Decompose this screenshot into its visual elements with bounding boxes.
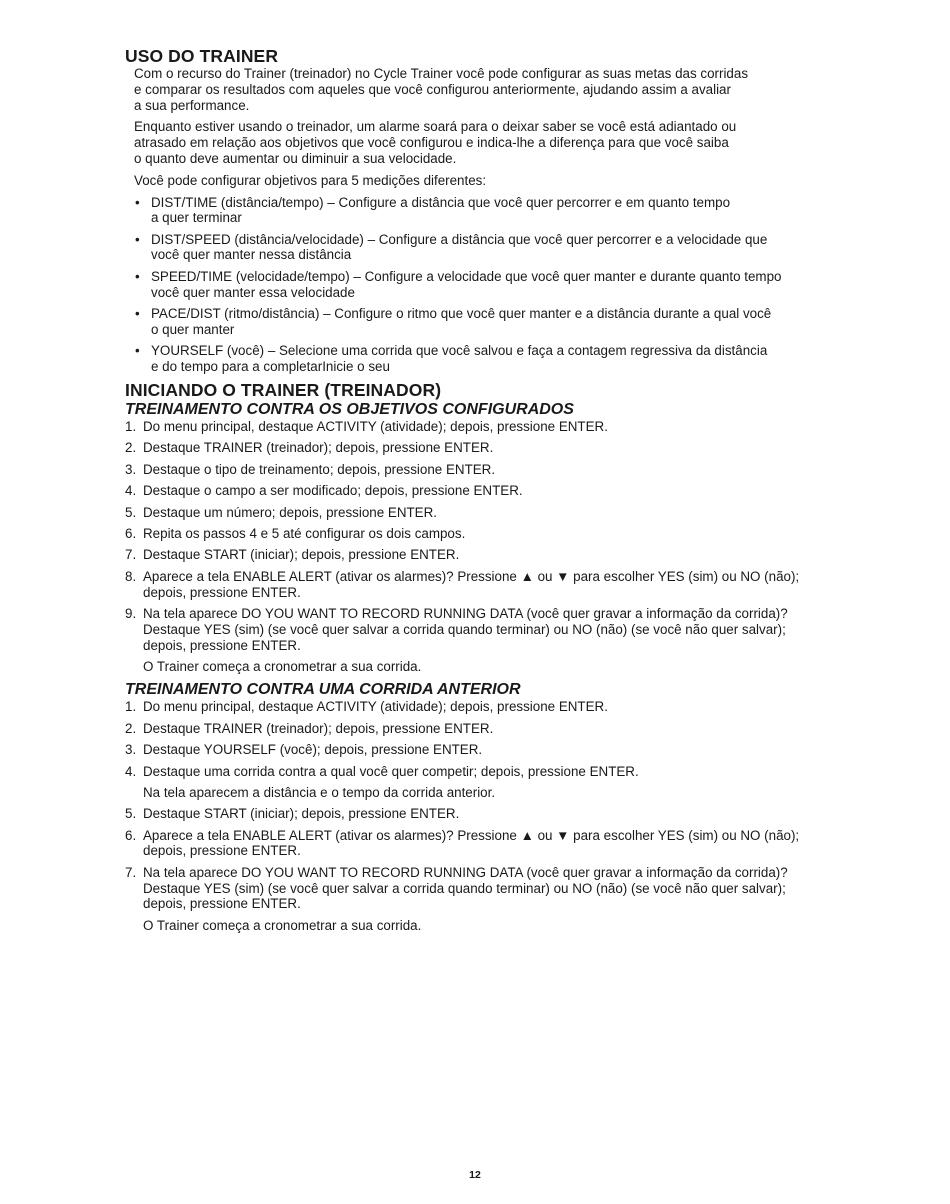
- step-item: [125, 462, 825, 478]
- text-line: Destaque o tipo de treinamento; depois, pressione ENTER.: [143, 461, 496, 477]
- paragraph: [134, 173, 825, 189]
- text-line: Destaque um número; depois, pressione ENTER.: [143, 504, 437, 520]
- step-item: [125, 806, 825, 822]
- step-item: [125, 828, 825, 860]
- step-number: 2.: [125, 720, 137, 736]
- step-item: [125, 742, 825, 758]
- text-line: depois, pressione ENTER.: [143, 843, 301, 859]
- step-number: 4.: [125, 483, 137, 499]
- page-number: 12: [469, 1169, 481, 1181]
- step-number: 1.: [125, 699, 137, 715]
- text-line: Destaque YES (sim) (se você quer salvar a corrida quando terminar) ou NO (não) (se você não quer salvar);: [143, 880, 786, 896]
- step-number: 9.: [125, 605, 137, 621]
- text-line: Com o recurso do Trainer (treinador) no Cycle Trainer você pode configurar as suas metas das corridas: [134, 66, 749, 81]
- step-number: 6.: [125, 526, 137, 541]
- step-number: 7.: [125, 864, 137, 880]
- bullet-icon: •: [135, 268, 140, 284]
- steps-list-corrida-anterior-part1: [125, 699, 825, 779]
- text-line: DIST/SPEED (distância/velocidade) – Configure a distância que você quer percorrer e a velocidade que: [151, 231, 768, 247]
- list-item: [134, 195, 825, 227]
- step-item: [125, 483, 825, 499]
- page-content: [125, 46, 825, 939]
- text-line: Destaque START (iniciar); depois, pressione ENTER.: [143, 806, 460, 822]
- step-number: 8.: [125, 568, 137, 584]
- step-number: 7.: [125, 547, 137, 563]
- text-line: YOURSELF (você) – Selecione uma corrida que você salvou e faça a contagem regressiva da distância: [151, 342, 768, 358]
- steps-list-corrida-anterior-part2: [125, 806, 825, 912]
- text-line: depois, pressione ENTER.: [143, 637, 301, 653]
- text-line: Na tela aparece DO YOU WANT TO RECORD RUNNING DATA (você quer gravar a informação da corrida)?: [143, 864, 788, 880]
- text-line: o quer manter: [151, 321, 235, 337]
- text-line: Na tela aparece DO YOU WANT TO RECORD RUNNING DATA (você quer gravar a informação da corrida)?: [143, 605, 788, 621]
- step-number: 5.: [125, 806, 137, 822]
- step-item: [125, 505, 825, 521]
- text-line: e comparar os resultados com aqueles que você configurou anteriormente, ajudando assim a avaliar: [134, 81, 731, 97]
- step-number: 6.: [125, 827, 137, 843]
- step-item: [125, 606, 825, 653]
- text-line: depois, pressione ENTER.: [143, 896, 301, 912]
- step-item: [125, 764, 825, 780]
- text-line: Aparece a tela ENABLE ALERT (ativar os alarmes)? Pressione ▲ ou ▼ para escolher YES (sim) ou NO (não);: [143, 827, 800, 843]
- step-item: [125, 419, 825, 435]
- bullet-icon: •: [135, 305, 140, 321]
- step-item: [125, 721, 825, 737]
- section-title-uso-do-trainer: USO DO TRAINER: [125, 46, 279, 66]
- note-corrida-anterior: O Trainer começa a cronometrar a sua corrida.: [143, 917, 422, 933]
- subsection-title-objetivos: TREINAMENTO CONTRA OS OBJETIVOS CONFIGURADOS: [125, 401, 574, 419]
- bullet-icon: •: [135, 342, 140, 358]
- measurement-list: [134, 195, 825, 375]
- text-line: depois, pressione ENTER.: [143, 584, 301, 600]
- text-line: Enquanto estiver usando o treinador, um alarme soará para o deixar saber se você está adiantado ou: [134, 119, 737, 135]
- bullet-icon: •: [135, 194, 140, 210]
- list-item: [134, 343, 825, 375]
- step-number: 3.: [125, 742, 137, 758]
- text-line: SPEED/TIME (velocidade/tempo) – Configure a velocidade que você quer manter e durante quanto tempo: [151, 268, 782, 284]
- text-line: Destaque uma corrida contra a qual você quer competir; depois, pressione ENTER.: [143, 763, 639, 779]
- text-line: PACE/DIST (ritmo/distância) – Configure o ritmo que você quer manter e a distância durante a qual você: [151, 305, 772, 321]
- text-line: Destaque TRAINER (treinador); depois, pressione ENTER.: [143, 440, 494, 456]
- text-line: você quer manter nessa distância: [151, 247, 352, 263]
- text-line: Do menu principal, destaque ACTIVITY (atividade); depois, pressione ENTER.: [143, 699, 608, 715]
- step-item: [125, 526, 825, 542]
- list-item: [134, 306, 825, 338]
- mid-note-corrida-anterior: Na tela aparecem a distância e o tempo da corrida anterior.: [143, 784, 496, 800]
- text-line: a quer terminar: [151, 210, 242, 226]
- text-line: Destaque TRAINER (treinador); depois, pressione ENTER.: [143, 720, 494, 736]
- paragraph: [134, 119, 825, 166]
- step-number: 3.: [125, 461, 137, 477]
- text-line: Do menu principal, destaque ACTIVITY (atividade); depois, pressione ENTER.: [143, 419, 608, 435]
- bullet-icon: •: [135, 231, 140, 247]
- text-line: Você pode configurar objetivos para 5 medições diferentes:: [134, 172, 487, 188]
- text-line: e do tempo para a completarInicie o seu: [151, 358, 390, 374]
- step-number: 1.: [125, 419, 137, 435]
- text-line: Destaque YES (sim) (se você quer salvar a corrida quando terminar) ou NO (não) (se você não quer salvar);: [143, 621, 786, 637]
- text-line: Destaque o campo a ser modificado; depois, pressione ENTER.: [143, 483, 523, 499]
- text-line: DIST/TIME (distância/tempo) – Configure a distância que você quer percorrer e em quanto tempo: [151, 194, 731, 210]
- text-line: atrasado em relação aos objetivos que você configurou e indica-lhe a diferença para que você saiba: [134, 135, 729, 151]
- text-line: o quanto deve aumentar ou diminuir a sua velocidade.: [134, 150, 457, 166]
- section-title-iniciando-trainer: INICIANDO O TRAINER (TREINADOR): [125, 380, 442, 401]
- step-item: [125, 440, 825, 456]
- text-line: Destaque YOURSELF (você); depois, pressione ENTER.: [143, 742, 483, 758]
- step-number: 5.: [125, 504, 137, 520]
- step-item: [125, 865, 825, 912]
- step-item: [125, 569, 825, 601]
- text-line: você quer manter essa velocidade: [151, 284, 355, 300]
- list-item: [134, 232, 825, 264]
- intro-paragraphs: [125, 66, 825, 189]
- text-line: a sua performance.: [134, 97, 250, 113]
- step-item: [125, 699, 825, 715]
- step-item: [125, 547, 825, 563]
- subsection-title-corrida-anterior: TREINAMENTO CONTRA UMA CORRIDA ANTERIOR: [125, 681, 521, 699]
- text-line: Repita os passos 4 e 5 até configurar os dois campos.: [143, 526, 466, 541]
- step-number: 2.: [125, 440, 137, 456]
- step-number: 4.: [125, 763, 137, 779]
- steps-list-objetivos: [125, 419, 825, 653]
- text-line: Destaque START (iniciar); depois, pressione ENTER.: [143, 547, 460, 563]
- text-line: Aparece a tela ENABLE ALERT (ativar os alarmes)? Pressione ▲ ou ▼ para escolher YES (sim) ou NO (não);: [143, 568, 800, 584]
- list-item: [134, 269, 825, 301]
- paragraph: [134, 66, 825, 113]
- note-objetivos: O Trainer começa a cronometrar a sua corrida.: [143, 658, 422, 674]
